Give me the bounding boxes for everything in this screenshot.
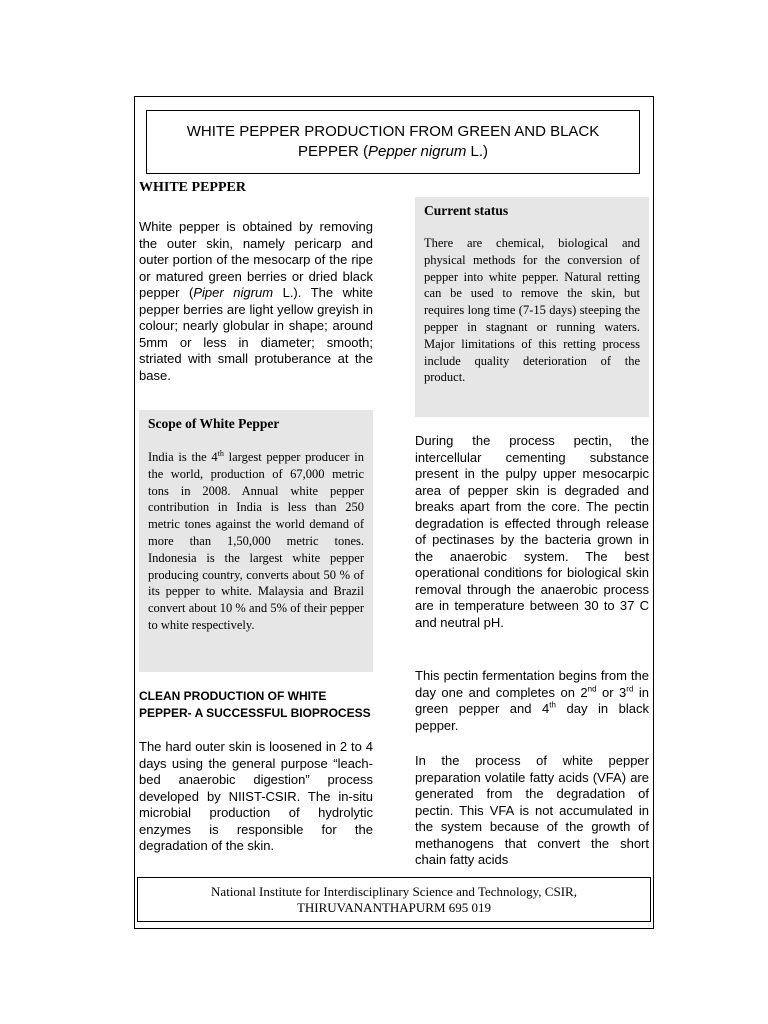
process-paragraph-3: In the process of white pepper preparation volatile fatty acids (VFA) are generated from the degradation of pectin. This VFA is not accumulated in the system because of the growth of methanogens that convert the short chain fatty acids xyxy=(415,753,649,867)
scope-heading: Scope of White Pepper xyxy=(148,416,280,431)
process-sup-2: rd xyxy=(626,684,634,694)
title-line-1: WHITE PEPPER PRODUCTION FROM GREEN AND BLACK xyxy=(186,123,600,140)
title-line-2-suffix: L.) xyxy=(466,143,489,160)
white-pepper-heading: WHITE PEPPER xyxy=(139,180,246,195)
process-sup-3: th xyxy=(549,700,556,710)
process-paragraph-2-d: day in black pepper. xyxy=(415,701,650,733)
title-species: Pepper nigrum xyxy=(367,143,467,160)
process-paragraph-2 xyxy=(415,668,649,734)
title-box xyxy=(146,110,640,174)
white-pepper-text xyxy=(139,219,373,384)
scope-sup: th xyxy=(217,448,224,458)
clean-heading xyxy=(139,688,371,722)
process-paragraph-2-a: This pectin fermentation begins from the day one and completes on 2 xyxy=(415,668,649,700)
white-pepper-text-2: L.). The white pepper berries are light yellow greyish in colour; nearly globular in shape; around 5mm or less in diameter; smooth; striated with small protuberance at the base. xyxy=(139,285,374,383)
white-pepper-species: Piper nigrum xyxy=(193,285,274,300)
scope-text xyxy=(148,449,364,634)
scope-text-1: India is the 4 xyxy=(148,450,218,464)
clean-heading-line-1: CLEAN PRODUCTION OF WHITE xyxy=(139,689,327,703)
scope-text-2: largest pepper producer in the world, production of 67,000 metric tons in 2008. Annual white pepper contribution in India is less than 250 metric tones against the world demand of more than 1,50,000 metric tones. Indonesia is the largest white pepper producing country, converts about 50 % of its pepper to white. Malaysia and Brazil convert about 10 % and 5% of their pepper to white respectively. xyxy=(148,450,364,632)
page-title xyxy=(175,122,612,162)
scope-box xyxy=(139,410,373,672)
clean-text: The hard outer skin is loosened in 2 to 4 days using the general purpose “leach-bed anaerobic digestion” process developed by NIIST-CSIR. The in-situ microbial production of hydrolytic enzymes is responsible for the degradation of the skin. xyxy=(139,739,373,853)
current-status-box xyxy=(415,197,649,417)
process-paragraph-1: During the process pectin, the intercellular cementing substance present in the pulpy upper mesocarpic area of pepper skin is degraded and breaks apart from the core. The pectin degradation is effected through release of pectinases by the bacteria grown in the anaerobic system. The best operational conditions for biological skin removal through the anaerobic process are in temperature between 30 to 37 C and neutral pH. xyxy=(415,433,649,630)
process-sup-1: nd xyxy=(587,684,597,694)
footer-line-1: National Institute for Interdisciplinary Science and Technology, CSIR, xyxy=(211,884,577,899)
footer-institute xyxy=(137,877,651,922)
process-paragraph-2-b: or 3 xyxy=(596,684,627,700)
process-paragraph-2-c: in green pepper and 4 xyxy=(415,684,649,716)
title-line-2-prefix: PEPPER ( xyxy=(297,143,368,160)
current-status-text: There are chemical, biological and physical methods for the conversion of pepper into white pepper. Natural retting can be used to remove the skin, but requires long time (7-15 days) steeping the pepper in stagnant or running waters. Major limitations of this retting process include quality deterioration of the product. xyxy=(424,236,640,385)
clean-heading-line-2: PEPPER- A SUCCESSFUL BIOPROCESS xyxy=(139,706,371,720)
footer-line-2: THIRUVANANTHAPURM 695 019 xyxy=(296,900,492,915)
white-pepper-text-1: White pepper is obtained by removing the outer skin, namely pericarp and outer portion of the mesocarp of the ripe or matured green berries or dried black pepper ( xyxy=(139,219,373,300)
current-status-heading: Current status xyxy=(424,203,509,218)
